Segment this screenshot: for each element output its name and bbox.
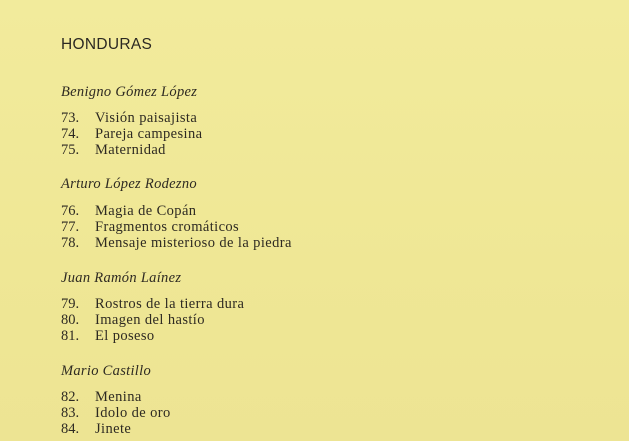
work-number: 84. [61,421,80,437]
work-title: Idolo de oro [95,405,171,421]
work-title: Imagen del hastío [95,312,205,328]
work-item [61,405,171,421]
work-number: 79. [61,296,80,312]
work-title: El poseso [95,328,155,344]
work-item [61,142,202,158]
work-item [61,235,292,251]
works-list [61,110,202,158]
work-title: Visión paisajista [95,110,198,126]
work-number: 77. [61,219,80,235]
artist-name: Arturo López Rodezno [61,176,197,192]
work-item [61,110,202,126]
work-number: 83. [61,405,80,421]
artist-name: Benigno Gómez López [61,84,198,100]
work-item [61,312,244,328]
work-title: Magia de Copán [95,203,197,219]
work-title: Pareja campesina [95,126,203,142]
country-heading: HONDURAS [61,36,153,53]
work-number: 74. [61,126,80,142]
works-list [61,296,244,344]
works-list [61,389,171,437]
works-list [61,203,292,251]
work-number: 73. [61,110,80,126]
work-number: 82. [61,389,80,405]
work-item [61,296,244,312]
work-item [61,328,244,344]
work-item [61,126,202,142]
work-title: Rostros de la tierra dura [95,296,245,312]
work-item [61,421,171,437]
work-number: 78. [61,235,80,251]
work-item [61,219,292,235]
work-title: Fragmentos cromáticos [95,219,240,235]
work-title: Menina [95,389,142,405]
artist-name: Juan Ramón Laínez [61,270,182,286]
work-title: Mensaje misterioso de la piedra [95,235,292,251]
work-item [61,389,171,405]
work-title: Jinete [95,421,132,437]
work-number: 76. [61,203,80,219]
work-item [61,203,292,219]
artist-name: Mario Castillo [61,363,152,379]
work-title: Maternidad [95,142,166,158]
work-number: 80. [61,312,80,328]
work-number: 81. [61,328,80,344]
work-number: 75. [61,142,80,158]
